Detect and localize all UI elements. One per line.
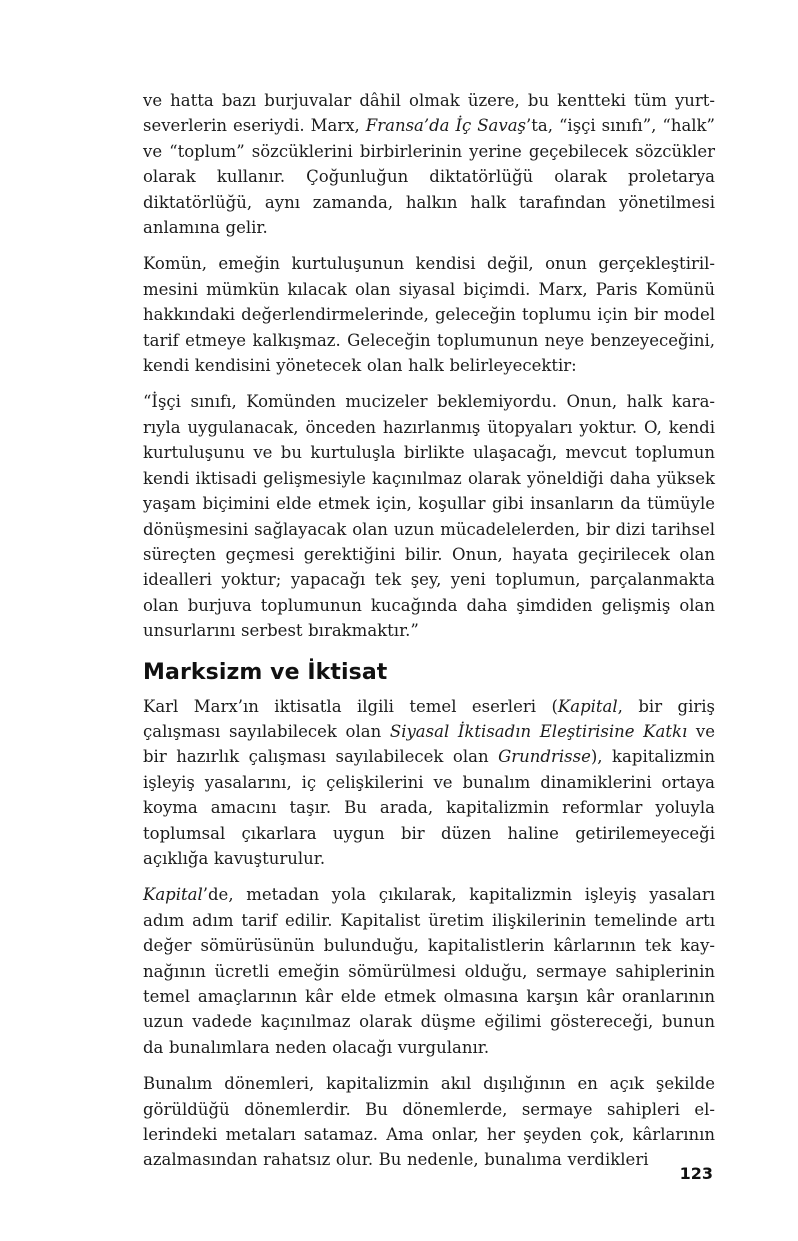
- italic-book-title: Kapital: [143, 885, 203, 905]
- paragraph-6: [143, 1071, 715, 1173]
- paragraph-4: [143, 694, 715, 872]
- text-run: ), kapitalizmin işleyiş yasalarını, iç çelişkilerini ve bunalım dinamiklerini ortaya koyma amacını taşır. Bu arada, kapitalizmin reformlar yoluyla toplumsal çıkarlara uygun bir düzen haline getirilemeyeceği açıklığa kavuşturulur.: [143, 747, 715, 868]
- section-heading: Marksizm ve İktisat: [143, 659, 388, 685]
- paragraph-5: [143, 882, 715, 1060]
- text-content-column: [143, 88, 715, 1184]
- italic-book-title: Fransa’da İç Savaş: [365, 116, 527, 136]
- paragraph-1: [143, 88, 715, 240]
- paragraph-3: [143, 389, 715, 643]
- text-run: “İşçi sınıfı, Komünden mucizeler beklemiyordu. Onun, halk kararıyla uygulanacak, önceden hazırlanmış ütopyaları yoktur. O, kendi kurtuluşunu ve bu kurtuluşla birlikte ulaşacağı, mevcut toplumun kendi iktisadi gelişmesiyle kaçınılmaz olarak yöneldiği daha yüksek yaşam biçimini elde etmek için, koşullar gibi insanların da tümüyle dönüşmesini sağlayacak olan uzun mücadelelerden, bir dizi tarihsel süreçten geçmesi gerektiğini bilir. Onun, hayata geçirilecek olan idealleri yoktur; yapacağı tek şey, yeni toplumun, parçalanmakta olan burjuva toplumunun kucağında daha şimdiden gelişmiş olan unsurlarını serbest bırakmaktır.”: [143, 392, 715, 641]
- page-number: 123: [679, 1164, 713, 1183]
- italic-book-title: Siyasal İktisadın Eleştirisine Katkı: [389, 721, 688, 741]
- text-run: ’ta, “işçi sınıfı”, “halk” ve “toplum” sözcüklerini birbirlerinin yerine geçebilecek sözcükler olarak kullanır. Çoğunluğun diktatörlüğü olarak proletarya diktatörlüğü, aynı zamanda, halkın halk tarafından yönetilmesi anlamına gelir.: [143, 116, 715, 238]
- text-run: ve hatta bazı burjuvalar dâhil olmak üzere, bu kentteki tüm yurtseverlerin eseriydi. Marx,: [143, 91, 715, 136]
- italic-book-title: Kapital: [557, 696, 618, 716]
- text-run: , bir giriş çalışması sayılabilecek olan: [143, 696, 715, 741]
- text-run: ve bir hazırlık çalışması sayılabilecek olan: [143, 721, 715, 767]
- text-run: Bunalım dönemleri, kapitalizmin akıl dışılığının en açık şekilde görüldüğü dönemlerdir. Bu dönemlerde, sermaye sahipleri ellerindeki metaları satamaz. Ama onlar, her şeyden çok, kârlarının azalmasından rahatsız olur. Bu nedenle, bunalıma verdikleri: [143, 1074, 715, 1170]
- text-run: ’de, metadan yola çıkılarak, kapitalizmin işleyiş yasaları adım adım tarif edilir. Kapitalist üretim ilişkilerinin temelinde artı değer sömürüsünün bulunduğu, kapitalistlerin kârlarının tek kaynağının ücretli emeğin sömürülmesi olduğu, sermaye sahiplerinin temel amaçlarının kâr elde etmek olmasına karşın kâr oranlarının uzun vadede kaçınılmaz olarak düşme eğilimi göstereceği, bunun da bunalımlara neden olacağı vurgulanır.: [143, 885, 715, 1057]
- paragraph-2: [143, 251, 715, 378]
- text-run: Komün, emeğin kurtuluşunun kendisi değil, onun gerçekleştirilmesini mümkün kılacak olan siyasal biçimdi. Marx, Paris Komünü hakkındaki değerlendirmelerinde, geleceğin toplumu için bir model tarif etmeye kalkışmaz. Geleceğin toplumunun neye benzeyeceğini, kendi kendisini yönetecek olan halk belirleyecektir:: [143, 254, 715, 376]
- text-run: Karl Marx’ın iktisatla ilgili temel eserleri (: [143, 696, 558, 716]
- italic-book-title: Grundrisse: [498, 747, 591, 767]
